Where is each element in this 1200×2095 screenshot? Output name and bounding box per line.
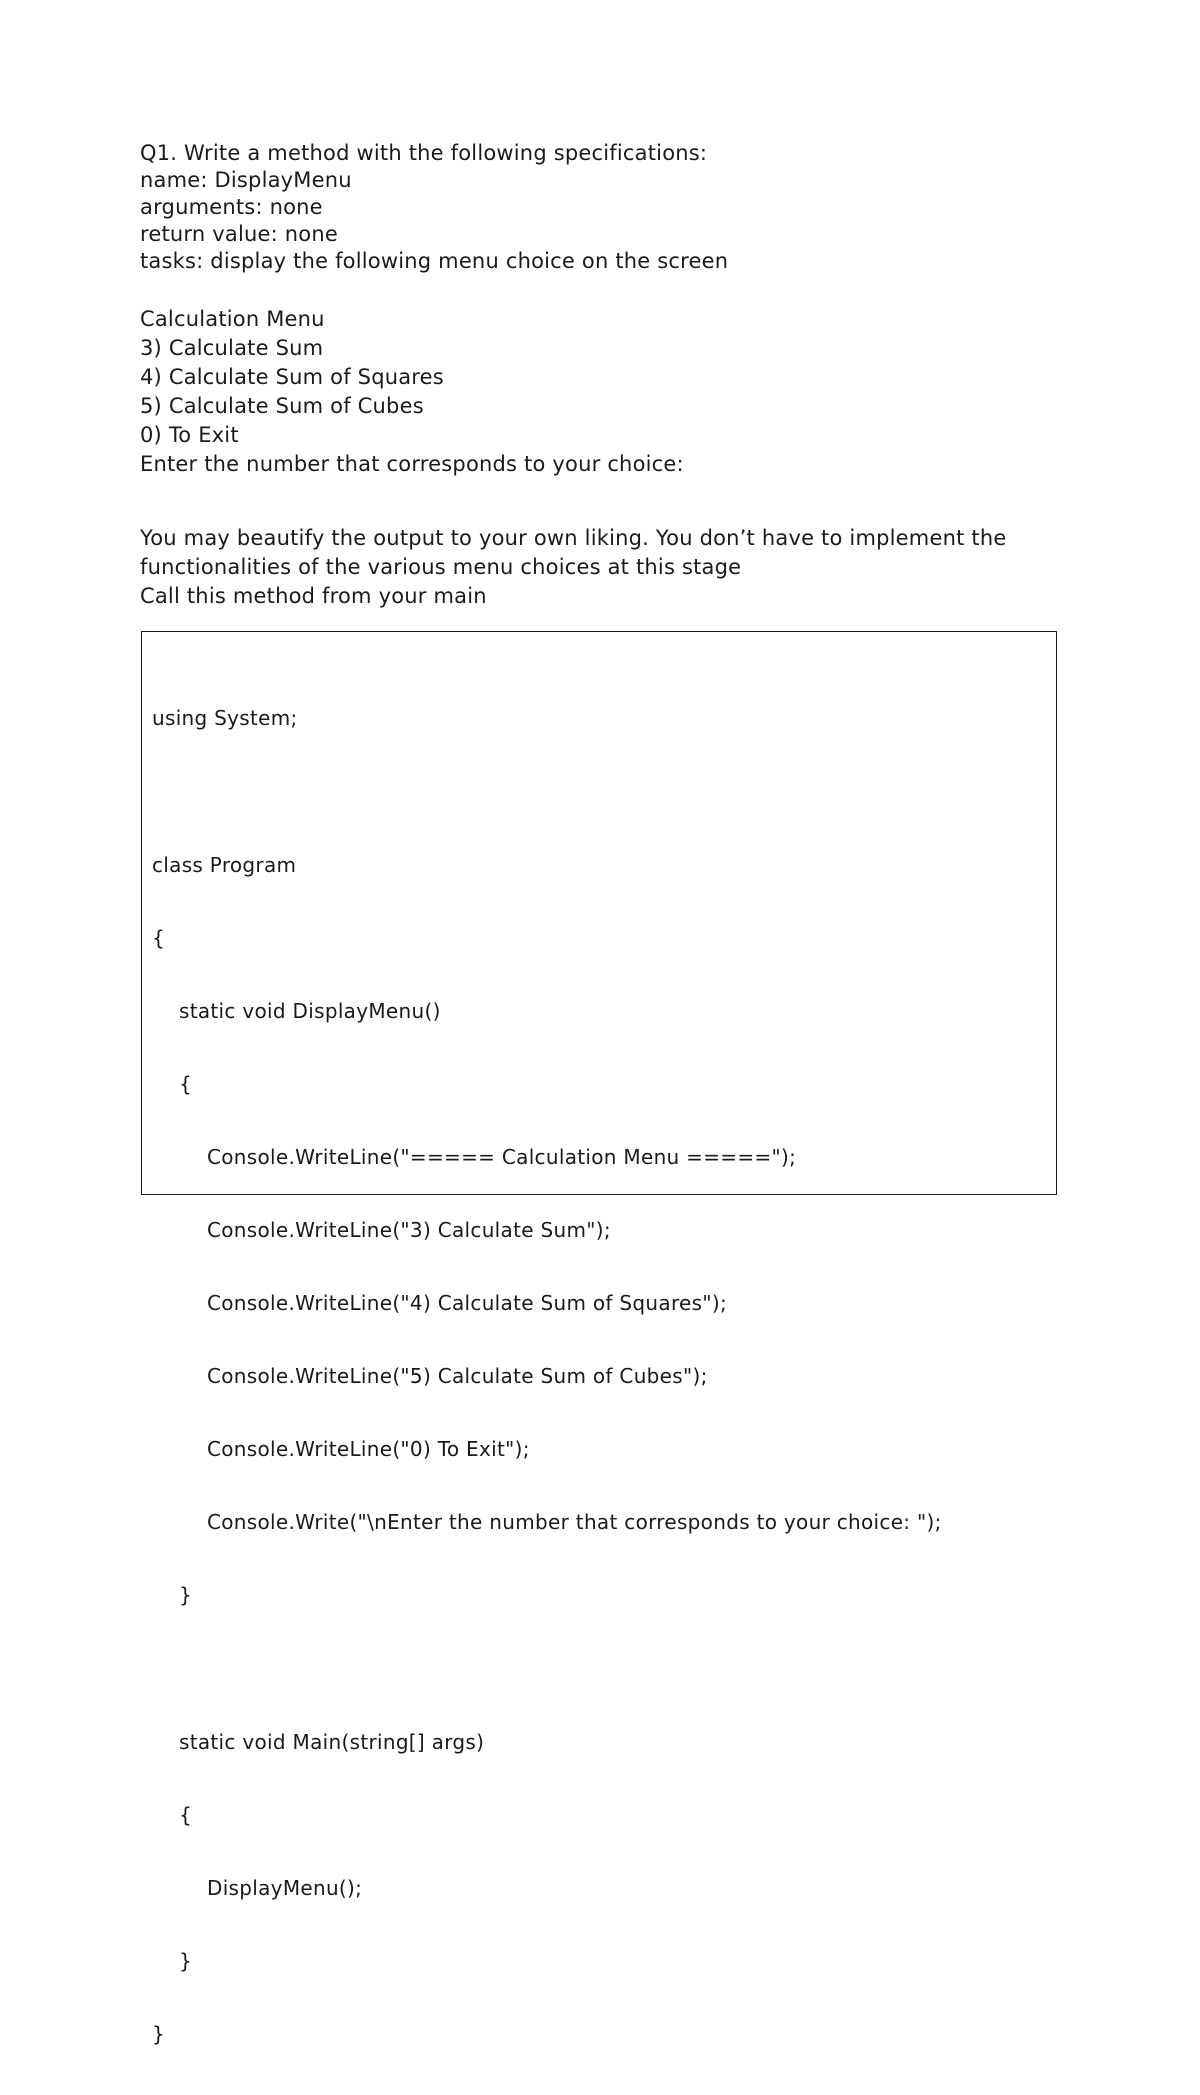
code-line: } xyxy=(179,1583,193,1607)
menu-sample xyxy=(140,305,1080,479)
spec-return-value: return value: none xyxy=(140,222,338,246)
question-heading: Q1. Write a method with the following specifications: xyxy=(140,141,708,165)
menu-title: Calculation Menu xyxy=(140,307,325,331)
code-line: static void DisplayMenu() xyxy=(179,999,441,1023)
menu-prompt: Enter the number that corresponds to your choice: xyxy=(140,452,684,476)
note-beautify: You may beautify the output to your own liking. You don’t have to implement the functionalities of the various menu choices at this stage xyxy=(140,526,1007,579)
menu-item: 3) Calculate Sum xyxy=(140,336,324,360)
specifications xyxy=(140,140,1080,275)
spec-arguments: arguments: none xyxy=(140,195,323,219)
code-line: Console.WriteLine("3) Calculate Sum"); xyxy=(207,1218,611,1242)
notes xyxy=(140,524,1080,611)
code-line: { xyxy=(179,1803,193,1827)
menu-item: 5) Calculate Sum of Cubes xyxy=(140,394,424,418)
spec-tasks: tasks: display the following menu choice on the screen xyxy=(140,249,729,273)
code-line: } xyxy=(152,2022,166,2046)
code-line: using System; xyxy=(152,706,298,730)
code-line: class Program xyxy=(152,853,297,877)
spec-name: name: DisplayMenu xyxy=(140,168,352,192)
code-line: Console.WriteLine("4) Calculate Sum of Squares"); xyxy=(207,1291,728,1315)
note-call-main: Call this method from your main xyxy=(140,584,487,608)
code-listing xyxy=(152,658,942,2095)
code-line: Console.WriteLine("5) Calculate Sum of Cubes"); xyxy=(207,1364,708,1388)
code-line: static void Main(string[] args) xyxy=(179,1730,485,1754)
code-line: { xyxy=(152,926,166,950)
code-line: { xyxy=(179,1072,193,1096)
code-line: Console.Write("\nEnter the number that corresponds to your choice: "); xyxy=(207,1510,942,1534)
menu-item: 0) To Exit xyxy=(140,423,239,447)
menu-item: 4) Calculate Sum of Squares xyxy=(140,365,444,389)
code-line: } xyxy=(179,1949,193,1973)
code-line: Console.WriteLine("===== Calculation Menu ====="); xyxy=(207,1145,797,1169)
question-text xyxy=(140,140,1080,611)
code-line: DisplayMenu(); xyxy=(207,1876,363,1900)
code-line: Console.WriteLine("0) To Exit"); xyxy=(207,1437,530,1461)
code-block xyxy=(141,631,1057,2046)
